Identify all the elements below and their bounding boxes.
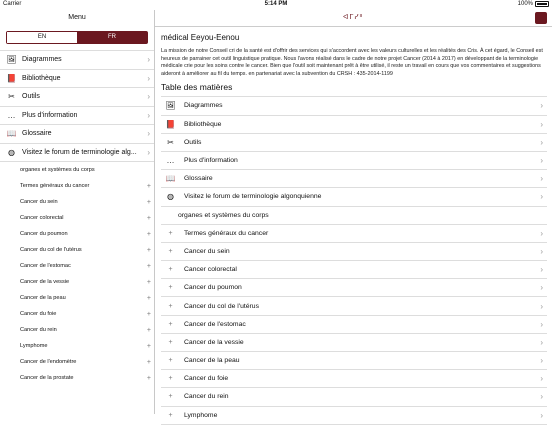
top-bar	[155, 10, 552, 27]
toc-item-label: Glossaire	[184, 175, 213, 183]
toc-item-label: Plus d'information	[184, 157, 238, 165]
chevron-right-icon: ›	[147, 129, 150, 139]
expand-plus-icon[interactable]: +	[146, 182, 151, 190]
sidebar-item[interactable]	[0, 51, 154, 70]
book-icon: 📕	[165, 119, 176, 129]
toc-subheader: organes et systèmes du corps	[161, 207, 547, 225]
sidebar-item-label: Glossaire	[22, 130, 52, 138]
toc-item-label: Outils	[184, 138, 202, 146]
sidebar-menu	[0, 50, 154, 386]
main-content	[161, 33, 547, 420]
expand-plus-icon[interactable]: +	[146, 230, 151, 238]
chevron-right-icon: ›	[147, 147, 150, 157]
toc-item[interactable]	[161, 188, 547, 206]
toc-topic-label: Termes généraux du cancer	[184, 229, 269, 237]
toc-item[interactable]	[161, 170, 547, 188]
sidebar-subheader: organes et systèmes du corps	[20, 167, 95, 173]
chevron-right-icon: ›	[147, 110, 150, 120]
toc-topic[interactable]	[161, 225, 547, 243]
app-logo: ᐊᒥᓯᐦ	[343, 14, 364, 21]
toc-topic-label: Cancer du foie	[184, 375, 229, 383]
expand-plus-icon[interactable]: +	[168, 266, 173, 274]
expand-plus-icon[interactable]: +	[146, 214, 151, 222]
chevron-right-icon: ›	[540, 319, 543, 329]
expand-plus-icon[interactable]: +	[146, 246, 151, 254]
sidebar-topic-label: Cancer de la peau	[20, 295, 66, 301]
app-icon[interactable]	[535, 12, 547, 24]
toc-topic[interactable]	[161, 334, 547, 352]
sidebar-item[interactable]	[0, 88, 154, 107]
sidebar-item-label: Visitez le forum de terminologie alg...	[22, 148, 137, 156]
toc-item[interactable]	[161, 116, 547, 134]
sidebar-topic[interactable]	[0, 338, 154, 354]
image-icon: 🖼	[165, 101, 176, 111]
sidebar-topic[interactable]	[0, 354, 154, 370]
sidebar-title: Menu	[68, 14, 86, 21]
sidebar-topic[interactable]	[0, 306, 154, 322]
sidebar-item-label: Bibliothèque	[22, 74, 61, 82]
sidebar-topic-label: Cancer de l'endomètre	[20, 359, 77, 365]
toc-topic[interactable]	[161, 297, 547, 315]
sidebar-topic[interactable]	[0, 370, 154, 386]
sidebar-topic-label: Cancer de l'estomac	[20, 263, 71, 269]
toc-topic-label: Cancer de l'estomac	[184, 320, 246, 328]
tools-icon: ✂	[8, 92, 15, 102]
sidebar-topic-label: Cancer du foie	[20, 311, 57, 317]
toc-topic[interactable]	[161, 316, 547, 334]
toc-topic[interactable]	[161, 407, 547, 425]
page-description: La mission de notre Conseil cri de la santé est d'offrir des services qui s'accordent avec les valeurs culturelles et les réalités des Cris. À cet égard, le Conseil est heureux de parrainer cet outil linguistique pratique. Nous l'avons réalisé dans le cadre de notre projet Cancer (2014 à 2017) en développant de la terminologie médicale crie pour les soins contre le cancer. Bien que l'outil soit maintenant prêt à être utilisé, il reste un travail en cours que vos commentaires et suggestions aideront à améliorer au fil du temps. en partenariat avec la subvention du CRSH : 435-2014-1199	[161, 48, 543, 77]
page-title: médical Eeyou-Eenou	[161, 33, 240, 42]
tools-icon: ✂	[167, 137, 174, 147]
sidebar-item-label: Plus d'information	[22, 111, 78, 119]
sidebar-topic-label: Lymphome	[20, 343, 48, 349]
globe-icon: ◍	[167, 192, 174, 202]
sidebar-topic-label: Termes généraux du cancer	[20, 183, 90, 189]
chevron-right-icon: ›	[540, 265, 543, 275]
toc-item[interactable]	[161, 134, 547, 152]
language-toggle[interactable]	[6, 31, 148, 44]
more-icon: …	[7, 110, 16, 120]
sidebar-topic[interactable]	[0, 194, 154, 210]
status-time: 5:14 PM	[264, 1, 288, 7]
sidebar-topic-label: Cancer du col de l'utérus	[20, 247, 82, 253]
chevron-right-icon: ›	[540, 137, 543, 147]
expand-plus-icon[interactable]: +	[168, 393, 173, 401]
toc-item[interactable]	[161, 97, 547, 115]
expand-plus-icon[interactable]: +	[168, 357, 173, 365]
battery-status	[518, 1, 549, 7]
chevron-right-icon: ›	[147, 92, 150, 102]
chevron-right-icon: ›	[540, 410, 543, 420]
chevron-right-icon: ›	[540, 101, 543, 111]
lang-en-button[interactable]: EN	[7, 32, 77, 43]
toc-item-label: Visitez le forum de terminologie algonquienne	[184, 193, 322, 201]
chevron-right-icon: ›	[540, 374, 543, 384]
expand-plus-icon[interactable]: +	[168, 320, 173, 328]
book-icon: 📕	[6, 73, 17, 83]
expand-plus-icon[interactable]: +	[146, 294, 151, 302]
expand-plus-icon[interactable]: +	[146, 198, 151, 206]
chevron-right-icon: ›	[540, 174, 543, 184]
toc-list	[161, 96, 547, 424]
carrier-label: Carrier	[3, 1, 22, 7]
expand-plus-icon[interactable]: +	[146, 326, 151, 334]
sidebar-topic[interactable]	[0, 290, 154, 306]
sidebar-topic-label: Cancer de la vessie	[20, 279, 70, 285]
toc-topic-label: Lymphome	[184, 411, 218, 419]
toc-topic[interactable]	[161, 388, 547, 406]
battery-percent: 100%	[517, 1, 533, 7]
expand-plus-icon[interactable]: +	[146, 342, 151, 350]
toc-topic[interactable]	[161, 352, 547, 370]
sidebar-topic[interactable]	[0, 322, 154, 338]
toc-topic[interactable]	[161, 243, 547, 261]
sidebar-topic[interactable]	[0, 226, 154, 242]
sidebar-topic[interactable]	[0, 178, 154, 194]
toc-topic-label: Cancer de la peau	[184, 357, 240, 365]
chevron-right-icon: ›	[540, 392, 543, 402]
sidebar-topic[interactable]	[0, 210, 154, 226]
status-bar	[0, 0, 552, 10]
toc-topic-label: Cancer du rein	[184, 393, 229, 401]
chevron-right-icon: ›	[540, 246, 543, 256]
sidebar-item[interactable]	[0, 144, 154, 163]
expand-plus-icon[interactable]: +	[146, 310, 151, 318]
chevron-right-icon: ›	[540, 283, 543, 293]
toc-topic[interactable]	[161, 261, 547, 279]
sidebar-topic-label: Cancer du poumon	[20, 231, 68, 237]
expand-plus-icon[interactable]: +	[168, 338, 173, 346]
expand-plus-icon[interactable]: +	[146, 278, 151, 286]
toc-item-label: Bibliothèque	[184, 120, 222, 128]
expand-plus-icon[interactable]: +	[146, 374, 151, 382]
sidebar-item-label: Outils	[22, 93, 40, 101]
expand-plus-icon[interactable]: +	[146, 262, 151, 270]
toc-topic-label: Cancer de la vessie	[184, 338, 244, 346]
expand-plus-icon[interactable]: +	[168, 229, 173, 237]
more-icon: …	[166, 156, 175, 166]
image-icon: 🖼	[6, 55, 17, 65]
chevron-right-icon: ›	[540, 228, 543, 238]
expand-plus-icon[interactable]: +	[168, 284, 173, 292]
sidebar-topic-label: Cancer du sein	[20, 199, 58, 205]
chevron-right-icon: ›	[540, 156, 543, 166]
chevron-right-icon: ›	[540, 301, 543, 311]
toc-topic-label: Cancer du col de l'utérus	[184, 302, 259, 310]
toc-item[interactable]	[161, 152, 547, 170]
expand-plus-icon[interactable]: +	[146, 358, 151, 366]
expand-plus-icon[interactable]: +	[168, 302, 173, 310]
sidebar-topic-label: Cancer du rein	[20, 327, 57, 333]
toc-topic[interactable]	[161, 370, 547, 388]
chevron-right-icon: ›	[147, 73, 150, 83]
chevron-right-icon: ›	[540, 192, 543, 202]
sidebar-item[interactable]	[0, 70, 154, 89]
sidebar-item-label: Diagrammes	[22, 56, 62, 64]
chevron-right-icon: ›	[540, 119, 543, 129]
battery-icon	[535, 1, 549, 7]
sidebar-topic[interactable]	[0, 258, 154, 274]
sidebar-item[interactable]	[0, 107, 154, 126]
sidebar-topic[interactable]	[0, 242, 154, 258]
lang-fr-button[interactable]: FR	[77, 32, 147, 43]
sidebar	[0, 10, 155, 414]
toc-topic[interactable]	[161, 279, 547, 297]
sidebar-item[interactable]	[0, 125, 154, 144]
glossary-icon: 📖	[6, 129, 17, 139]
sidebar-topic-label: Cancer de la prostate	[20, 375, 74, 381]
toc-topic-label: Cancer du poumon	[184, 284, 242, 292]
toc-title: Table des matières	[161, 82, 233, 93]
toc-topic-label: Cancer du sein	[184, 247, 230, 255]
expand-plus-icon[interactable]: +	[168, 411, 173, 419]
chevron-right-icon: ›	[147, 55, 150, 65]
globe-icon: ◍	[8, 147, 15, 157]
toc-topic-label: Cancer colorectal	[184, 266, 237, 274]
glossary-icon: 📖	[165, 174, 176, 184]
chevron-right-icon: ›	[540, 337, 543, 347]
expand-plus-icon[interactable]: +	[168, 247, 173, 255]
sidebar-topic-label: Cancer colorectal	[20, 215, 64, 221]
sidebar-topic[interactable]	[0, 274, 154, 290]
expand-plus-icon[interactable]: +	[168, 375, 173, 383]
toc-item-label: Diagrammes	[184, 102, 223, 110]
chevron-right-icon: ›	[540, 356, 543, 366]
